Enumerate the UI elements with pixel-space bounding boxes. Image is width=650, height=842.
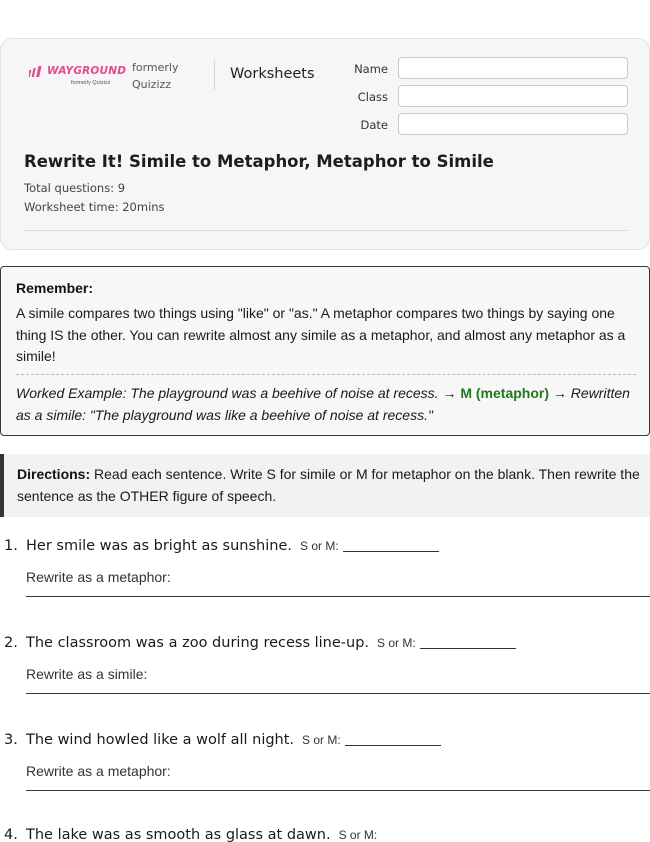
directions-body: Read each sentence. Write S for simile or M for metaphor on the blank. Then rewrite the sentence as the OTHER figure of speech.: [17, 466, 640, 504]
remember-heading: Remember:: [16, 280, 94, 296]
question-text: The lake was as smooth as glass at dawn.: [26, 827, 331, 842]
logo-subtext: formerly Quizizz: [71, 80, 111, 86]
header-rule: [24, 230, 628, 231]
question-2: [0, 635, 650, 725]
name-field[interactable]: [398, 57, 628, 79]
date-field[interactable]: [398, 113, 628, 135]
som-label: S or M:: [302, 733, 341, 747]
section-label: Worksheets: [230, 66, 315, 82]
question-sentence: [26, 635, 516, 651]
worked-example: [16, 383, 641, 426]
wayground-logo: [29, 65, 127, 91]
som-label: S or M:: [338, 828, 378, 842]
header-divider: [214, 60, 215, 90]
worksheet-title: Rewrite It! Simile to Metaphor, Metaphor to Simile: [24, 152, 494, 171]
class-label: Class: [357, 90, 388, 104]
logo-wordmark: WAYGROUND: [47, 65, 127, 77]
rewrite-answer-line[interactable]: [26, 790, 650, 791]
name-label: Name: [354, 62, 388, 76]
question-text: Her smile was as bright as sunshine.: [26, 538, 292, 554]
question-text: The classroom was a zoo during recess line-up.: [26, 635, 370, 651]
question-3: [0, 732, 650, 822]
worksheet-header: [0, 38, 650, 250]
remember-box: [0, 266, 650, 436]
question-sentence: [26, 732, 441, 748]
total-questions: Total questions: 9: [24, 181, 126, 195]
worked-example-tag: M (metaphor): [460, 385, 550, 401]
logo-mark-icon: [29, 66, 45, 78]
som-answer-blank[interactable]: [345, 734, 441, 746]
directions-box: [0, 454, 650, 517]
rewrite-prompt: Rewrite as a metaphor:: [26, 763, 171, 779]
som-answer-blank[interactable]: [343, 540, 439, 552]
dashed-divider: [16, 374, 636, 375]
formerly-label: formerly Quizizz: [132, 61, 179, 91]
question-sentence: [26, 538, 439, 554]
question-4: [0, 827, 650, 842]
class-field[interactable]: [398, 85, 628, 107]
rewrite-answer-line[interactable]: [26, 596, 650, 597]
remember-text: A simile compares two things using "like" or "as." A metaphor compares two things by saying one thing IS the other. You can rewrite almost any simile as a metaphor, and almost any metaphor as a simile!: [16, 305, 626, 364]
worked-example-suffix: → Rewritten as a simile: "The playground was like a beehive of noise at recess.": [16, 385, 630, 423]
worksheet-time: Worksheet time: 20mins: [24, 200, 165, 214]
question-number: 1.: [4, 538, 18, 554]
question-sentence: [26, 827, 377, 842]
rewrite-answer-line[interactable]: [26, 693, 650, 694]
question-number: 4.: [4, 827, 18, 842]
rewrite-prompt: Rewrite as a metaphor:: [26, 569, 171, 585]
question-number: 3.: [4, 732, 18, 748]
date-label: Date: [360, 118, 388, 132]
som-label: S or M:: [299, 539, 339, 553]
som-label: S or M:: [377, 636, 416, 650]
directions-text: [17, 464, 647, 507]
som-answer-blank[interactable]: [420, 637, 516, 649]
directions-label: Directions:: [17, 466, 91, 482]
question-number: 2.: [4, 635, 18, 651]
worked-example-prefix: Worked Example: The playground was a beehive of noise at recess. →: [16, 385, 461, 401]
rewrite-prompt: Rewrite as a simile:: [26, 666, 148, 682]
question-text: The wind howled like a wolf all night.: [26, 732, 295, 748]
question-1: [0, 538, 650, 628]
